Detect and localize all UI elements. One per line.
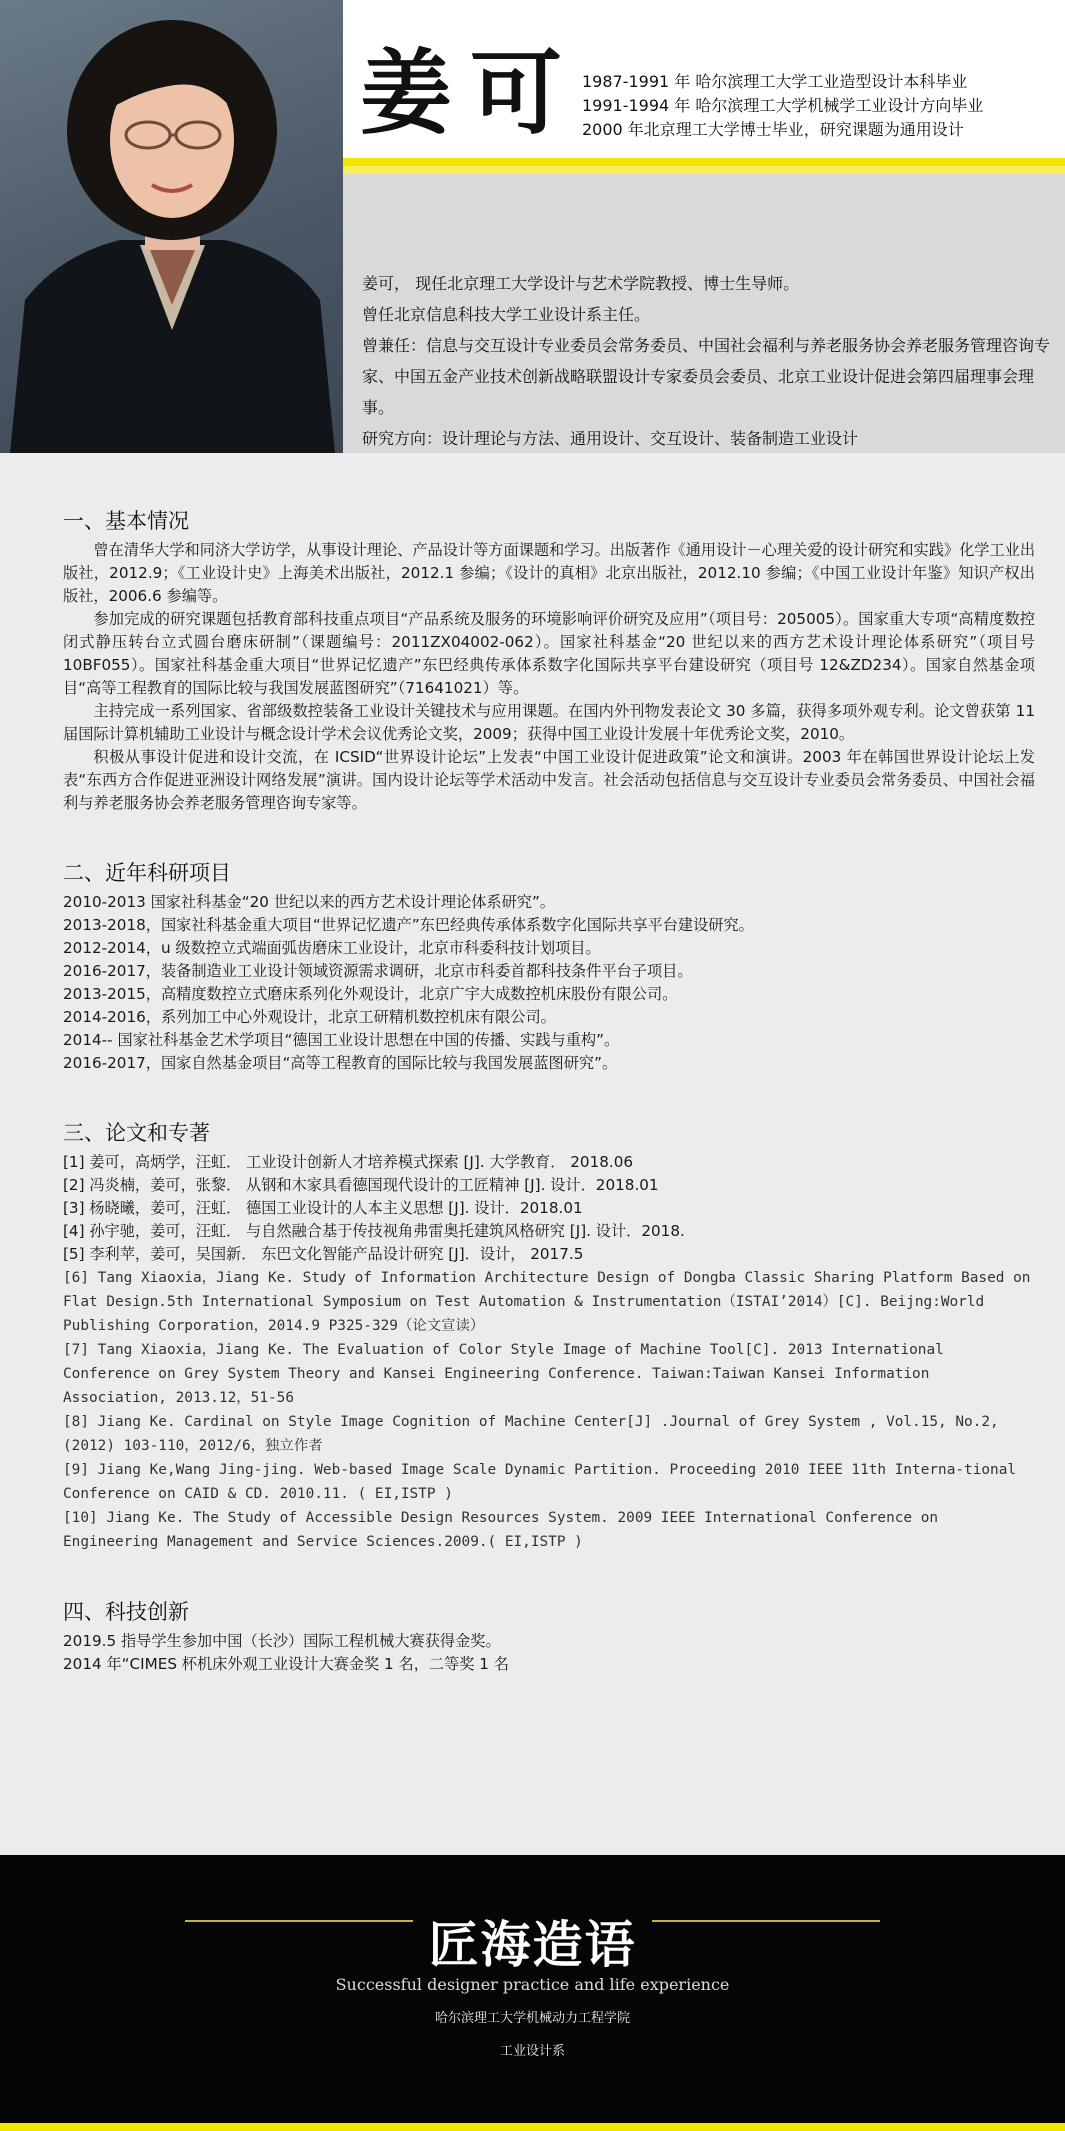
profile-header bbox=[0, 0, 1065, 453]
footer-school: 哈尔滨理工大学机械动力工程学院 bbox=[434, 2011, 630, 2026]
list-item: 2019.5 指导学生参加中国（长沙）国际工程机械大赛获得金奖。 bbox=[63, 1632, 501, 1650]
publication-item: [4] 孙宇驰，姜可，汪虹． 与自然融合基于传技视角弗雷奥托建筑风格研究 [J]. 设计．2018. bbox=[63, 1222, 685, 1240]
list-item: 2016-2017，国家自然基金项目“高等工程教育的国际比较与我国发展蓝图研究”。 bbox=[63, 1054, 618, 1072]
intro-line: 姜可， 现任北京理工大学设计与艺术学院教授、博士生导师。 bbox=[362, 274, 800, 293]
yellow-divider-light bbox=[343, 166, 1065, 174]
section-basic-info bbox=[63, 505, 1035, 815]
list-item: 2013-2018，国家社科基金重大项目“世界记忆遗产”东巴经典传承体系数字化国际共享平台建设研究。 bbox=[63, 916, 754, 934]
paragraph: 主持完成一系列国家、省部级数控装备工业设计关键技术与应用课题。在国内外刊物发表论文 30 多篇，获得多项外观专利。论文曾获第 11 届国际计算机辅助工业设计与概念设计学术会议优秀论文奖，2009；获得中国工业设计发展十年优秀论文奖，2010。 bbox=[63, 702, 1035, 743]
list-item: 2014-- 国家社科基金艺术学项目“德国工业设计思想在中国的传播、实践与重构”。 bbox=[63, 1031, 620, 1049]
education-item: 1987-1991 年 哈尔滨理工大学工业造型设计本科毕业 bbox=[582, 72, 968, 91]
section-title: 二、近年科研项目 bbox=[63, 861, 231, 885]
publication-item: [8] Jiang Ke. Cardinal on Style Image Cognition of Machine Center[J] .Journal of Grey System , Vol.15, No.2, (2012) 103-110，2012/6，独立作者 bbox=[63, 1414, 999, 1454]
list-item: 2013-2015，高精度数控立式磨床系列化外观设计，北京广宇大成数控机床股份有限公司。 bbox=[63, 985, 678, 1003]
intro-line: 研究方向：设计理论与方法、通用设计、交互设计、装备制造工业设计 bbox=[362, 429, 859, 448]
section-title: 一、基本情况 bbox=[63, 509, 189, 533]
profile-intro bbox=[362, 268, 1052, 454]
footer-banner bbox=[0, 1855, 1065, 2131]
intro-line: 曾任北京信息科技大学工业设计系主任。 bbox=[362, 305, 651, 324]
footer-yellow-strip bbox=[0, 2123, 1065, 2131]
list-item: 2010-2013 国家社科基金“20 世纪以来的西方艺术设计理论体系研究”。 bbox=[63, 893, 555, 911]
footer-subtitle: Successful designer practice and life experience bbox=[335, 1975, 730, 1994]
footer-department: 工业设计系 bbox=[499, 2044, 565, 2059]
section-research-projects bbox=[63, 857, 1035, 1075]
intro-line: 曾兼任：信息与交互设计专业委员会常务委员、中国社会福利与养老服务协会养老服务管理咨询专家、中国五金产业技术创新战略联盟设计专家委员会委员、北京工业设计促进会第四届理事会理事。 bbox=[362, 336, 1051, 417]
publication-item: [2] 冯炎楠，姜可，张黎． 从钢和木家具看德国现代设计的工匠精神 [J]. 设计．2018.01 bbox=[63, 1176, 659, 1194]
paragraph: 曾在清华大学和同济大学访学，从事设计理论、产品设计等方面课题和学习。出版著作《通用设计－心理关爱的设计研究和实践》化学工业出版社，2012.9；《工业设计史》上海美术出版社，2012.1 参编；《设计的真相》北京出版社，2012.10 参编；《中国工业设计年鉴》知识产权出版社，2006.6 参编等。 bbox=[63, 541, 1036, 605]
publication-item: [7] Tang Xiaoxia，Jiang Ke. The Evaluation of Color Style Image of Machine Tool[C]. 2013 International Conference on Grey System Theory and Kansei Engineering Conference. Taiwan:Taiwan Kansei Information Association, 2013.12，51-56 bbox=[63, 1342, 944, 1406]
section-innovation bbox=[63, 1596, 1035, 1676]
publication-item: [1] 姜可，高炳学，汪虹． 工业设计创新人才培养模式探索 [J]. 大学教育． 2018.06 bbox=[63, 1153, 634, 1171]
footer-title: 匠海造语 bbox=[428, 1915, 637, 1974]
list-item: 2016-2017，装备制造业工业设计领域资源需求调研，北京市科委首都科技条件平台子项目。 bbox=[63, 962, 693, 980]
person-name: 姜可 bbox=[360, 40, 581, 147]
education-item: 2000 年北京理工大学博士毕业，研究课题为通用设计 bbox=[582, 120, 964, 139]
main-content bbox=[63, 505, 1035, 1676]
list-item: 2014-2016，系列加工中心外观设计，北京工研精机数控机床有限公司。 bbox=[63, 1008, 556, 1026]
education-list bbox=[582, 70, 983, 142]
section-title: 四、科技创新 bbox=[63, 1600, 189, 1624]
paragraph: 积极从事设计促进和设计交流，在 ICSID“世界设计论坛”上发表“中国工业设计促进政策”论文和演讲。2003 年在韩国世界设计论坛上发表“东西方合作促进亚洲设计网络发展”演讲。国内设计论坛等学术活动中发言。社会活动包括信息与交互设计专业委员会常务委员、中国社会福利与养老服务协会养老服务管理咨询专家等。 bbox=[63, 748, 1035, 812]
paragraph: 参加完成的研究课题包括教育部科技重点项目“产品系统及服务的环境影响评价研究及应用”（项目号：205005）。国家重大专项“高精度数控闭式静压转台立式圆台磨床研制”（课题编号：2011ZX04002-062）。国家社科基金“20 世纪以来的西方艺术设计理论体系研究”（项目号 10BF055）。国家社科基金重大项目“世界记忆遗产”东巴经典传承体系数字化国际共享平台建设研究（项目号 12&ZD234）。国家自然基金项目“高等工程教育的国际比较与我国发展蓝图研究”（71641021）等。 bbox=[63, 610, 1035, 697]
section-title: 三、论文和专著 bbox=[63, 1121, 210, 1145]
portrait-photo bbox=[0, 0, 343, 453]
publication-item: [3] 杨晓曦，姜可，汪虹． 德国工业设计的人本主义思想 [J]. 设计．2018.01 bbox=[63, 1199, 583, 1217]
list-item: 2014 年“CIMES 杯机床外观工业设计大赛金奖 1 名，二等奖 1 名 bbox=[63, 1655, 509, 1673]
yellow-divider bbox=[343, 158, 1065, 166]
list-item: 2012-2014，u 级数控立式端面弧齿磨床工业设计，北京市科委科技计划项目。 bbox=[63, 939, 601, 957]
section-publications bbox=[63, 1117, 1035, 1554]
publication-item: [9] Jiang Ke,Wang Jing-jing. Web-based Image Scale Dynamic Partition. Proceeding 2010 IEEE 11th Interna-tional Conference on CAID & CD. 2010.11. ( EI,ISTP ) bbox=[63, 1462, 1017, 1502]
publication-item: [10] Jiang Ke. The Study of Accessible Design Resources System. 2009 IEEE International Conference on Engineering Management and Service Sciences.2009.( EI,ISTP ) bbox=[63, 1510, 939, 1550]
publication-item: [6] Tang Xiaoxia，Jiang Ke. Study of Information Architecture Design of Dongba Classic Sharing Platform Based on Flat Design.5th International Symposium on Test Automation & Instrumentation（ISTAI’2014）[C]. Beijng:World Publishing Corporation，2014.9 P325-329（论文宣读） bbox=[63, 1270, 1031, 1334]
education-item: 1991-1994 年 哈尔滨理工大学机械学工业设计方向毕业 bbox=[582, 96, 984, 115]
publication-item: [5] 李利苹，姜可，吴国新． 东巴文化智能产品设计研究 [J]．设计， 2017.5 bbox=[63, 1245, 584, 1263]
